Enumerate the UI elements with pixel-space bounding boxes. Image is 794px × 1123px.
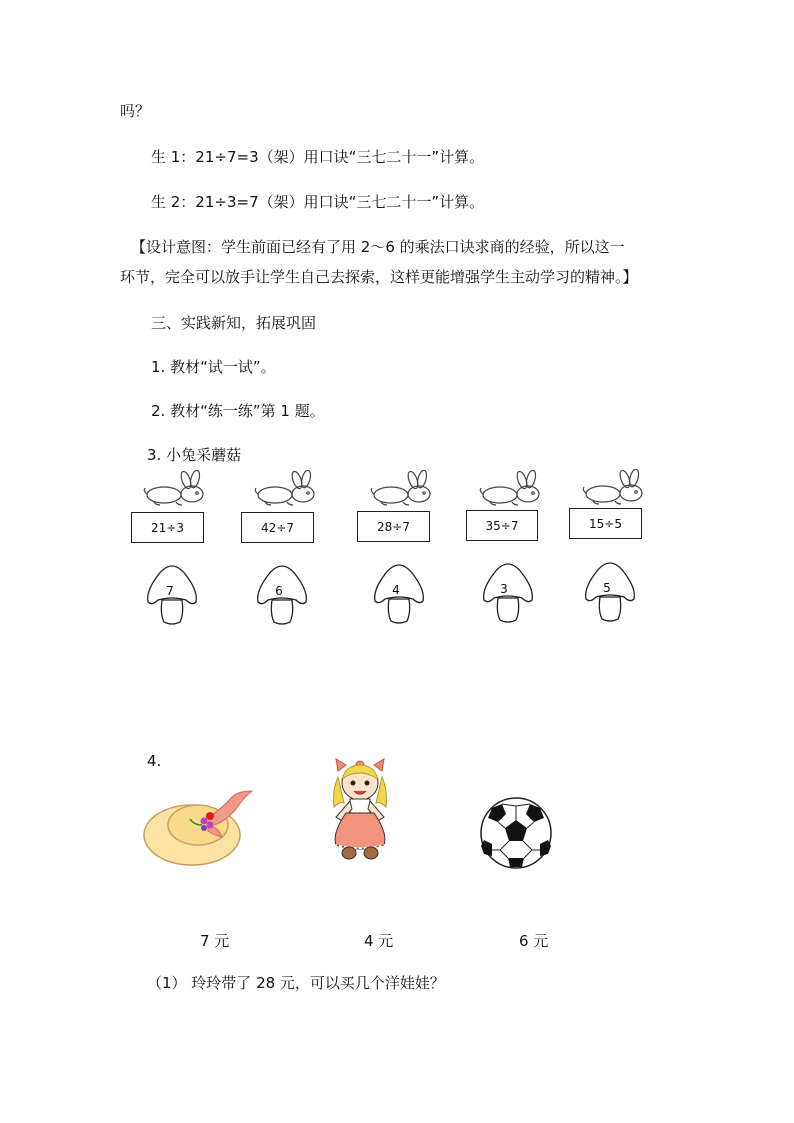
mushroom-number: 6 [275,584,283,598]
rabbit-card: 21÷3 [131,512,204,543]
rabbit-card: 35÷7 [466,510,538,541]
rabbit-card: 15÷5 [569,508,642,539]
rabbit-icon [581,469,651,507]
student-answer-2: 生 2：21÷3=7（架）用口诀“三七二十一”计算。 [151,193,485,211]
mushroom-number: 7 [166,584,174,598]
rabbit-icon [142,470,212,508]
rabbit-icon [478,470,548,508]
student-answer-1: 生 1：21÷7=3（架）用口诀“三七二十一”计算。 [151,148,485,166]
price-doll: 4 元 [364,932,394,950]
soccer-ball-icon [478,796,554,870]
rabbit-icon [253,470,323,508]
hat-icon [140,785,258,871]
exercise-3-title: 3. 小兔采蘑菇 [147,446,242,464]
exercise-1: 1. 教材“试一试”。 [151,358,276,376]
rabbit-card: 28÷7 [357,511,430,542]
rabbit-card: 42÷7 [241,512,314,543]
exercise-4-title: 4. [147,752,162,770]
mushroom-number: 3 [500,582,508,596]
mushroom-number: 4 [392,583,400,597]
design-intent-line-1: 【设计意图：学生前面已经有了用 2～6 的乘法口诀求商的经验，所以这一 [131,238,625,256]
exercise-2: 2. 教材“练一练”第 1 题。 [151,402,325,420]
question-1: （1） 玲玲带了 28 元，可以买几个洋娃娃？ [147,974,445,992]
mushroom-number: 5 [603,581,611,595]
doll-icon [322,757,398,861]
design-intent-line-2: 环节，完全可以放手让学生自己去探索，这样更能增强学生主动学习的精神。】 [120,268,638,286]
rabbit-icon [369,470,439,508]
price-ball: 6 元 [519,932,549,950]
text-line-1: 吗？ [120,102,151,120]
section-heading: 三、实践新知，拓展巩固 [151,314,317,332]
price-hat: 7 元 [200,932,230,950]
